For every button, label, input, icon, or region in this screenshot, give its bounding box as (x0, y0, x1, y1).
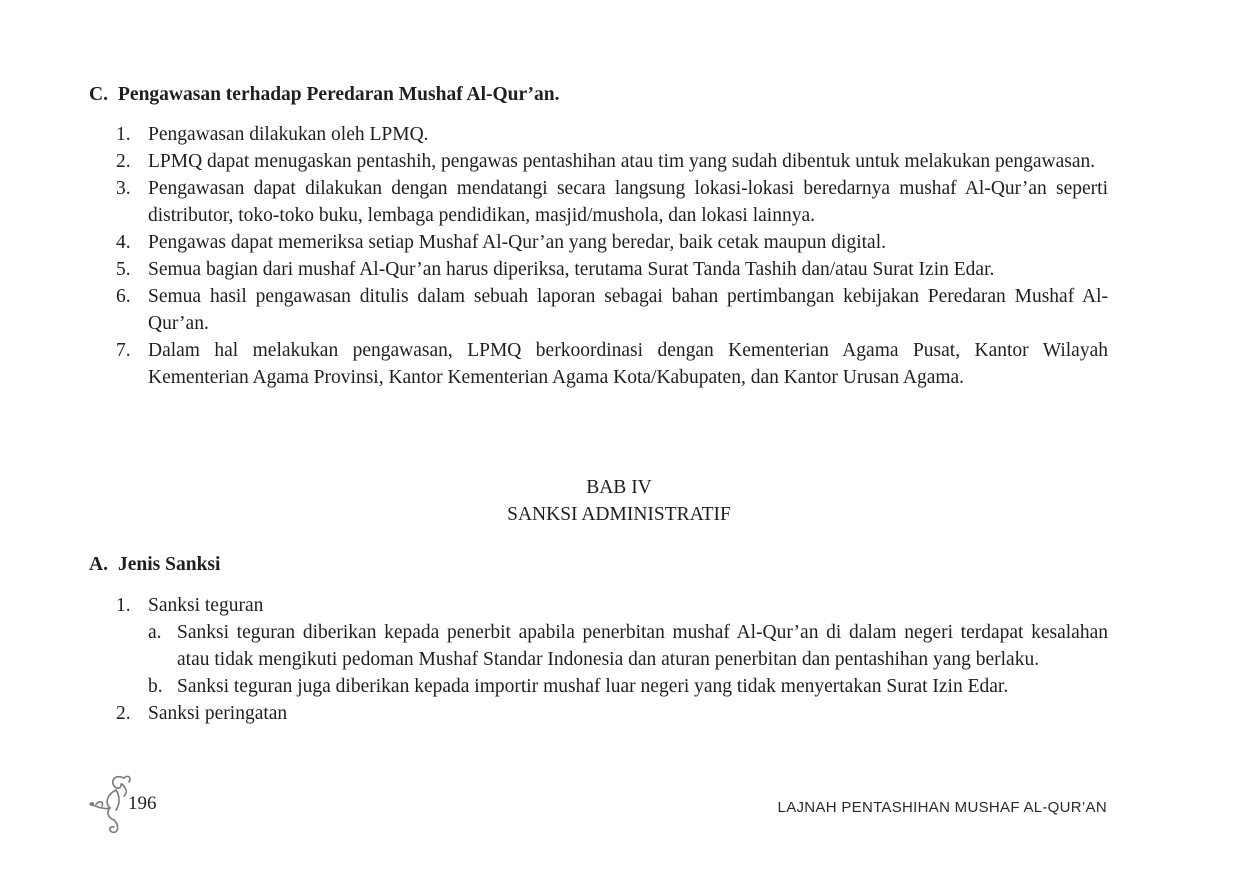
chapter-number: BAB IV (586, 477, 652, 498)
list-item-text: Pengawas dapat memeriksa setiap Mushaf Al-Qur’an yang beredar, baik cetak maupun digital. (148, 232, 886, 253)
section-a-heading (89, 554, 1119, 576)
list-item-text: Semua hasil pengawasan ditulis dalam sebuah laporan sebagai bahan pertimbangan kebijakan Peredaran Mushaf Al-Qur’an. (148, 286, 1108, 334)
list-item-number: 7. (116, 340, 131, 361)
sub-list-item (148, 619, 1108, 673)
list-item (116, 229, 1108, 256)
sub-list-item-letter: b. (148, 676, 163, 697)
section-a-letter: A. (89, 554, 108, 575)
list-item-number: 1. (116, 124, 131, 145)
list-item (116, 121, 1108, 148)
list-item (116, 148, 1108, 175)
list-item-number: 4. (116, 232, 131, 253)
section-a-title: Jenis Sanksi (118, 554, 221, 575)
section-a-list (116, 592, 1108, 727)
list-item-number: 3. (116, 178, 131, 199)
list-item (116, 700, 1108, 727)
list-item-number: 1. (116, 595, 131, 616)
publisher-footer: LAJNAH PENTASHIHAN MUSHAF AL-QUR’AN (777, 799, 1107, 816)
list-item-number: 6. (116, 286, 131, 307)
sub-list-item (148, 673, 1108, 700)
sub-list-item-letter: a. (148, 622, 162, 643)
list-item (116, 283, 1108, 337)
list-item-number: 5. (116, 259, 131, 280)
section-c-letter: C. (89, 84, 108, 105)
section-c-list (116, 121, 1108, 391)
sanksi-teguran-sublist (148, 619, 1108, 700)
page-number: 196 (128, 793, 157, 814)
list-item-text: LPMQ dapat menugaskan pentashih, pengawas pentashihan atau tim yang sudah dibentuk untuk melakukan pengawasan. (148, 151, 1096, 172)
list-item-text: Semua bagian dari mushaf Al-Qur’an harus diperiksa, terutama Surat Tanda Tashih dan/atau Surat Izin Edar. (148, 259, 995, 280)
sub-list-item-text: Sanksi teguran juga diberikan kepada importir mushaf luar negeri yang tidak menyertakan Surat Izin Edar. (177, 676, 1009, 697)
list-item (116, 337, 1108, 391)
list-item-text: Sanksi teguran (148, 595, 264, 616)
list-item-text: Pengawasan dilakukan oleh LPMQ. (148, 124, 429, 145)
list-item (116, 592, 1108, 700)
list-item-number: 2. (116, 151, 131, 172)
chapter-title: SANKSI ADMINISTRATIF (507, 504, 731, 525)
sub-list-item-text: Sanksi teguran diberikan kepada penerbit apabila penerbitan mushaf Al-Qur’an di dalam negeri terdapat kesalahan atau tidak mengikuti pedoman Mushaf Standar Indonesia dan aturan penerbitan dan pentashihan yang berlaku. (177, 622, 1108, 670)
list-item (116, 256, 1108, 283)
section-c-heading (89, 84, 1119, 106)
list-item-text: Pengawasan dapat dilakukan dengan mendatangi secara langsung lokasi-lokasi beredarnya mushaf Al-Qur’an seperti distributor, toko-toko buku, lembaga pendidikan, masjid/mushola, dan lokasi lainnya. (148, 178, 1108, 226)
list-item-text: Dalam hal melakukan pengawasan, LPMQ berkoordinasi dengan Kementerian Agama Pusat, Kantor Wilayah Kementerian Agama Provinsi, Kantor Kementerian Agama Kota/Kabupaten, dan Kantor Urusan Agama. (148, 340, 1108, 388)
list-item-text: Sanksi peringatan (148, 703, 288, 724)
section-c-title: Pengawasan terhadap Peredaran Mushaf Al-Qur’an. (118, 84, 560, 105)
list-item-number: 2. (116, 703, 131, 724)
list-item (116, 175, 1108, 229)
